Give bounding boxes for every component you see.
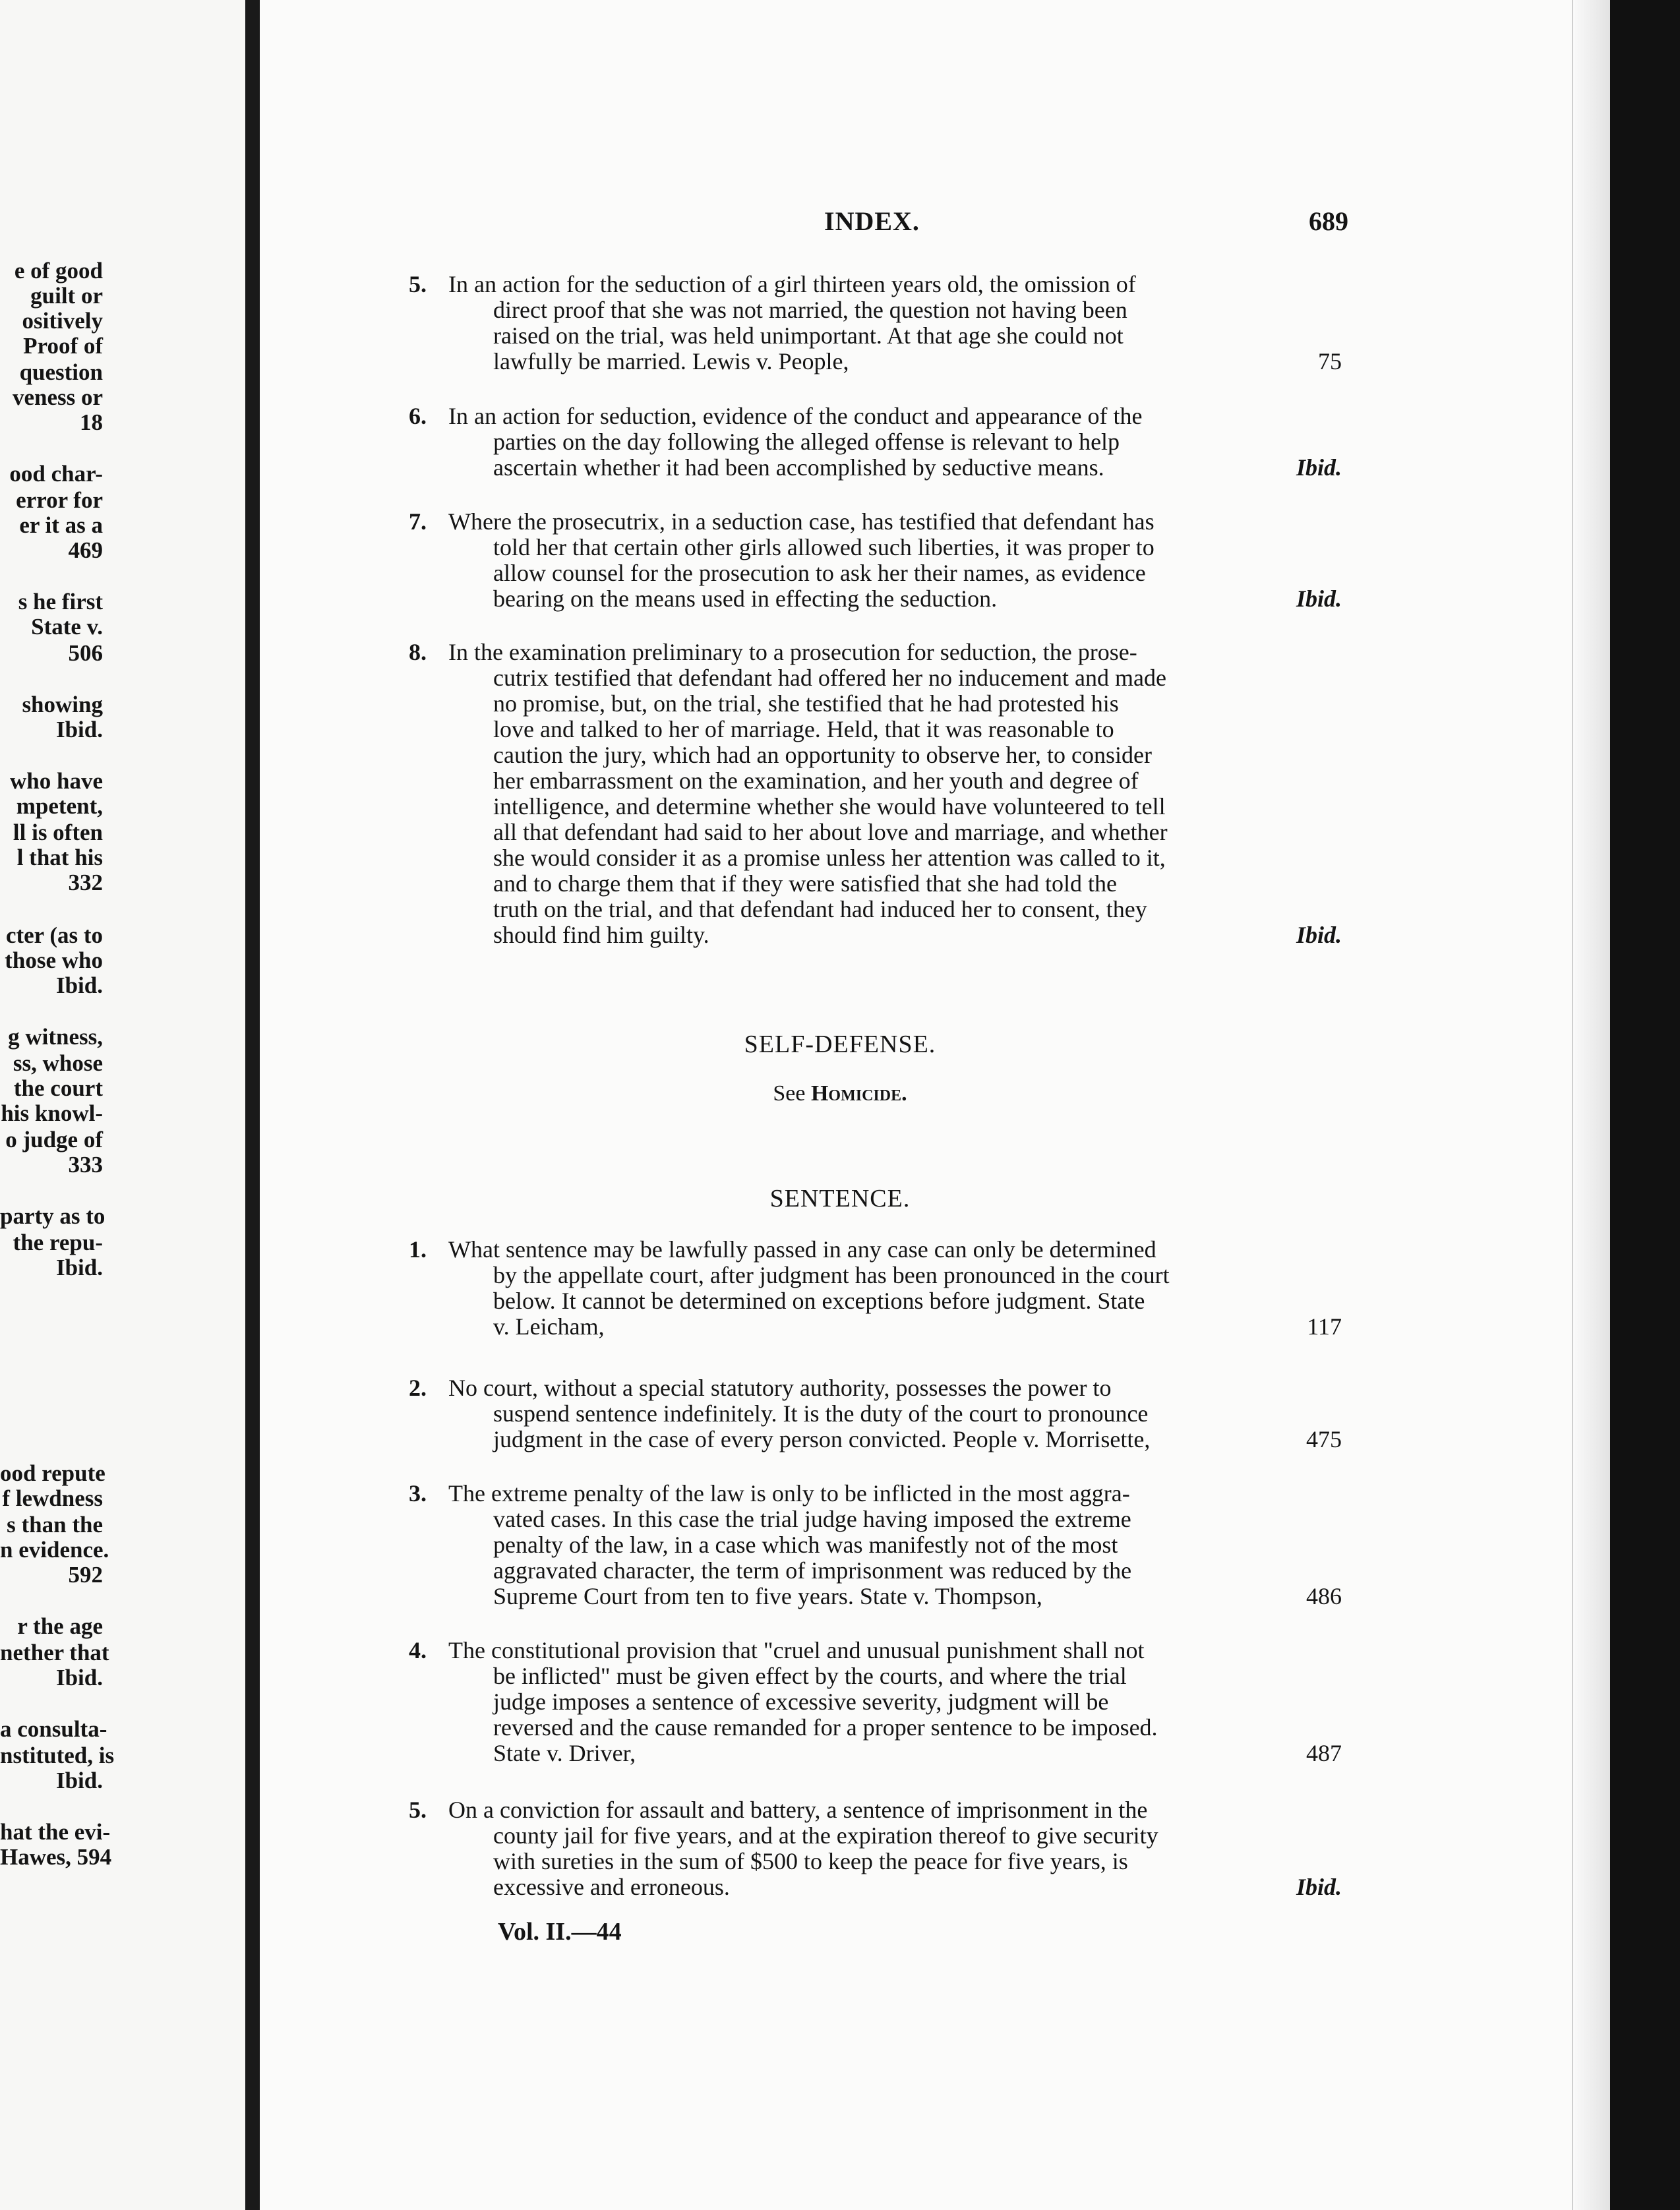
facing-page-line: Hawes, 594 — [0, 1844, 112, 1870]
entry-line-text: her embarrassment on the examination, and her youth and degree of — [493, 768, 1139, 794]
entry-line — [448, 1638, 1342, 1663]
entry-citation: 486 — [1306, 1584, 1342, 1609]
facing-page-line: the repu- — [13, 1230, 103, 1255]
facing-page-line: nstituted, is — [0, 1743, 115, 1768]
entry-line-text: judgment in the case of every person convicted. People v. Morrisette, — [493, 1427, 1151, 1452]
index-entry — [409, 403, 1342, 481]
facing-page-line: s than the — [7, 1512, 103, 1538]
entry-line — [448, 560, 1342, 586]
entry-citation: 117 — [1307, 1314, 1342, 1340]
entry-line-text: love and talked to her of marriage. Held, that it was reasonable to — [493, 717, 1114, 742]
entry-citation: Ibid. — [1296, 455, 1342, 481]
index-entry — [409, 640, 1342, 948]
entry-line — [448, 1427, 1342, 1452]
entry-line — [448, 1663, 1342, 1689]
facing-page-line: 332 — [68, 870, 103, 895]
entry-line-text: State v. Driver, — [493, 1741, 636, 1766]
index-entry — [409, 1481, 1342, 1609]
index-entry — [409, 272, 1342, 374]
entry-line-text: In an action for the seduction of a girl thirteen years old, the omission of — [448, 272, 1136, 297]
facing-page-line: Ibid. — [55, 1255, 103, 1280]
volume-signature: Vol. II.—44 — [498, 1918, 622, 1946]
entry-line-text: allow counsel for the prosecution to ask her their names, as evidence — [493, 560, 1146, 586]
section-heading-self-defense: SELF-DEFENSE. — [744, 1030, 936, 1058]
entry-number: 5. — [409, 1797, 427, 1823]
entry-line — [448, 691, 1342, 717]
entry-citation: Ibid. — [1296, 1874, 1342, 1900]
facing-page-line: o judge of — [5, 1127, 103, 1152]
entry-line — [448, 820, 1342, 845]
facing-page-line: ood repute — [0, 1460, 105, 1486]
entry-number: 5. — [409, 271, 427, 297]
facing-page-line: error for — [16, 487, 103, 513]
entry-number: 2. — [409, 1375, 427, 1401]
entry-line — [448, 742, 1342, 768]
entry-line-text: excessive and erroneous. — [493, 1874, 730, 1900]
entry-line-text: all that defendant had said to her about love and marriage, and whether — [493, 820, 1168, 845]
facing-page-line: ss, whose — [13, 1050, 103, 1076]
index-entry — [409, 1797, 1342, 1900]
facing-page-line: 506 — [68, 640, 103, 666]
facing-page-line: g witness, — [8, 1024, 103, 1050]
entry-line — [448, 1237, 1342, 1263]
entry-line — [448, 535, 1342, 560]
entry-line — [448, 1401, 1342, 1427]
entry-line — [448, 1741, 1342, 1766]
facing-page-line: who have — [10, 768, 103, 794]
entry-number: 6. — [409, 403, 427, 429]
facing-page-line: 592 — [68, 1562, 103, 1588]
facing-page-line: State v. — [31, 614, 103, 640]
entry-line — [448, 1558, 1342, 1584]
entry-line-text: lawfully be married. Lewis v. People, — [493, 349, 849, 374]
entry-line — [448, 297, 1342, 323]
entry-line — [448, 323, 1342, 349]
entry-line — [448, 429, 1342, 455]
facing-page-line: ositively — [22, 308, 103, 334]
facing-page-line: Ibid. — [55, 717, 103, 742]
entry-line — [448, 1507, 1342, 1532]
entry-line-text: direct proof that she was not married, the question not having been — [493, 297, 1127, 323]
entry-number: 8. — [409, 639, 427, 665]
facing-page-line: question — [19, 359, 103, 385]
facing-page-line: Ibid. — [55, 972, 103, 998]
facing-page-line: guilt or — [30, 283, 103, 309]
entry-line-text: intelligence, and determine whether she would have volunteered to tell — [493, 794, 1166, 820]
entry-line — [448, 1532, 1342, 1558]
facing-page-line: 333 — [68, 1152, 103, 1178]
facing-page-line: nether that — [0, 1640, 109, 1665]
entry-line-text: v. Leicham, — [493, 1314, 605, 1340]
entry-line — [448, 794, 1342, 820]
index-entry — [409, 1375, 1342, 1452]
entry-line-text: No court, without a special statutory authority, possesses the power to — [448, 1375, 1112, 1401]
entry-line-text: judge imposes a sentence of excessive severity, judgment will be — [493, 1689, 1109, 1715]
entry-line — [448, 922, 1342, 948]
entry-line — [448, 1823, 1342, 1849]
entry-line-text: On a conviction for assault and battery, a sentence of imprisonment in the — [448, 1797, 1148, 1823]
facing-page-line: Ibid. — [55, 1665, 103, 1690]
see-also-reference — [0, 1081, 1680, 1106]
facing-page-line: er it as a — [19, 512, 103, 538]
running-header-title: INDEX. — [824, 206, 920, 236]
entry-line — [448, 1375, 1342, 1401]
entry-number: 3. — [409, 1480, 427, 1507]
entry-line — [448, 1874, 1342, 1900]
facing-page-line: n evidence. — [0, 1537, 109, 1563]
entry-line — [448, 349, 1342, 374]
facing-page-line: e of good — [14, 258, 103, 284]
facing-page-line: f lewdness — [2, 1485, 103, 1511]
index-entry — [409, 1638, 1342, 1766]
entry-line-text: she would consider it as a promise unless her attention was called to it, — [493, 845, 1166, 871]
entry-line-text: county jail for five years, and at the expiration thereof to give security — [493, 1823, 1158, 1849]
entry-line — [448, 1314, 1342, 1340]
facing-page-line: cter (as to — [5, 922, 103, 948]
entry-citation: Ibid. — [1296, 922, 1342, 948]
facing-page-line: those who — [5, 947, 103, 973]
entry-line — [448, 871, 1342, 897]
entry-line — [448, 1481, 1342, 1507]
facing-page-line: r the age — [17, 1613, 103, 1639]
facing-page-line: a consulta- — [0, 1716, 107, 1742]
entry-line — [448, 586, 1342, 612]
entry-line-text: reversed and the cause remanded for a proper sentence to be imposed. — [493, 1715, 1158, 1741]
entry-line-text: suspend sentence indefinitely. It is the duty of the court to pronounce — [493, 1401, 1149, 1427]
entry-line-text: below. It cannot be determined on exceptions before judgment. State — [493, 1288, 1145, 1314]
section-heading-sentence: SENTENCE. — [769, 1185, 911, 1212]
entry-line-text: cutrix testified that defendant had offered her no inducement and made — [493, 665, 1166, 691]
entry-line — [448, 455, 1342, 481]
entry-line-text: no promise, but, on the trial, she testified that he had protested his — [493, 691, 1119, 717]
index-entry — [409, 509, 1342, 612]
entry-line-text: What sentence may be lawfully passed in any case can only be determined — [448, 1237, 1156, 1263]
entry-line — [448, 509, 1342, 535]
entry-number: 7. — [409, 508, 427, 535]
facing-page-line: his knowl- — [1, 1100, 103, 1126]
entry-line — [448, 897, 1342, 922]
entry-citation: 75 — [1318, 349, 1342, 374]
entry-line — [448, 272, 1342, 297]
entry-line-text: ascertain whether it had been accomplished by seductive means. — [493, 455, 1104, 481]
facing-page-line: l that his — [16, 845, 103, 870]
entry-line-text: Supreme Court from ten to five years. State v. Thompson, — [493, 1584, 1042, 1609]
facing-page-line: hat the evi- — [0, 1819, 111, 1845]
entry-line — [448, 1288, 1342, 1314]
facing-page-line: 469 — [68, 537, 103, 563]
see-prefix: See — [773, 1081, 806, 1106]
entry-line-text: with sureties in the sum of $500 to keep the peace for five years, is — [493, 1849, 1128, 1874]
facing-page-line: mpetent, — [16, 793, 103, 819]
entry-number: 4. — [409, 1637, 427, 1663]
entry-line — [448, 403, 1342, 429]
page-number: 689 — [1309, 206, 1348, 236]
entry-line-text: be inflicted" must be given effect by the courts, and where the trial — [493, 1663, 1127, 1689]
see-target-link[interactable]: Homicide. — [810, 1081, 907, 1106]
entry-line — [448, 845, 1342, 871]
facing-page-line: party as to — [0, 1203, 105, 1229]
facing-page-line: Proof of — [23, 333, 103, 359]
entry-citation: 487 — [1306, 1741, 1342, 1766]
facing-page-line: ll is often — [13, 820, 103, 845]
facing-page-line: s he first — [18, 589, 103, 614]
entry-line — [448, 640, 1342, 665]
entry-line-text: by the appellate court, after judgment has been pronounced in the court — [493, 1263, 1170, 1288]
entry-line-text: The constitutional provision that "cruel and unusual punishment shall not — [448, 1638, 1145, 1663]
entry-line — [448, 1263, 1342, 1288]
entry-line — [448, 768, 1342, 794]
entry-line — [448, 1849, 1342, 1874]
entry-line-text: caution the jury, which had an opportunity to observe her, to consider — [493, 742, 1152, 768]
entry-line-text: raised on the trial, was held unimportant. At that age she could not — [493, 323, 1124, 349]
entry-line — [448, 1715, 1342, 1741]
facing-page-line: showing — [22, 692, 103, 717]
entry-line-text: In an action for seduction, evidence of the conduct and appearance of the — [448, 403, 1143, 429]
entry-line — [448, 1584, 1342, 1609]
entry-citation: 475 — [1306, 1427, 1342, 1452]
facing-page-line: ood char- — [9, 461, 103, 487]
entry-line — [448, 717, 1342, 742]
entry-line — [448, 1689, 1342, 1715]
facing-page-line: Ibid. — [55, 1768, 103, 1793]
entry-line-text: truth on the trial, and that defendant had induced her to consent, they — [493, 897, 1147, 922]
entry-line — [448, 1797, 1342, 1823]
entry-line-text: and to charge them that if they were satisfied that she had told the — [493, 871, 1118, 897]
entry-line-text: bearing on the means used in effecting the seduction. — [493, 586, 998, 612]
entry-line-text: parties on the day following the alleged offense is relevant to help — [493, 429, 1120, 455]
entry-citation: Ibid. — [1296, 586, 1342, 612]
entry-line-text: In the examination preliminary to a prosecution for seduction, the prose- — [448, 640, 1137, 665]
facing-page-line: the court — [13, 1075, 103, 1101]
entry-line-text: should find him guilty. — [493, 922, 709, 948]
entry-line-text: Where the prosecutrix, in a seduction case, has testified that defendant has — [448, 509, 1155, 535]
facing-page-line: veness or — [12, 384, 103, 410]
entry-line-text: aggravated character, the term of imprisonment was reduced by the — [493, 1558, 1132, 1584]
index-entry — [409, 1237, 1342, 1340]
entry-line-text: told her that certain other girls allowed such liberties, it was proper to — [493, 535, 1155, 560]
entry-line — [448, 665, 1342, 691]
entry-line-text: penalty of the law, in a case which was manifestly not of the most — [493, 1532, 1118, 1558]
entry-line-text: The extreme penalty of the law is only to be inflicted in the most aggra- — [448, 1481, 1130, 1507]
facing-page-line: 18 — [80, 409, 103, 435]
entry-number: 1. — [409, 1236, 427, 1263]
entry-line-text: vated cases. In this case the trial judge having imposed the extreme — [493, 1507, 1131, 1532]
